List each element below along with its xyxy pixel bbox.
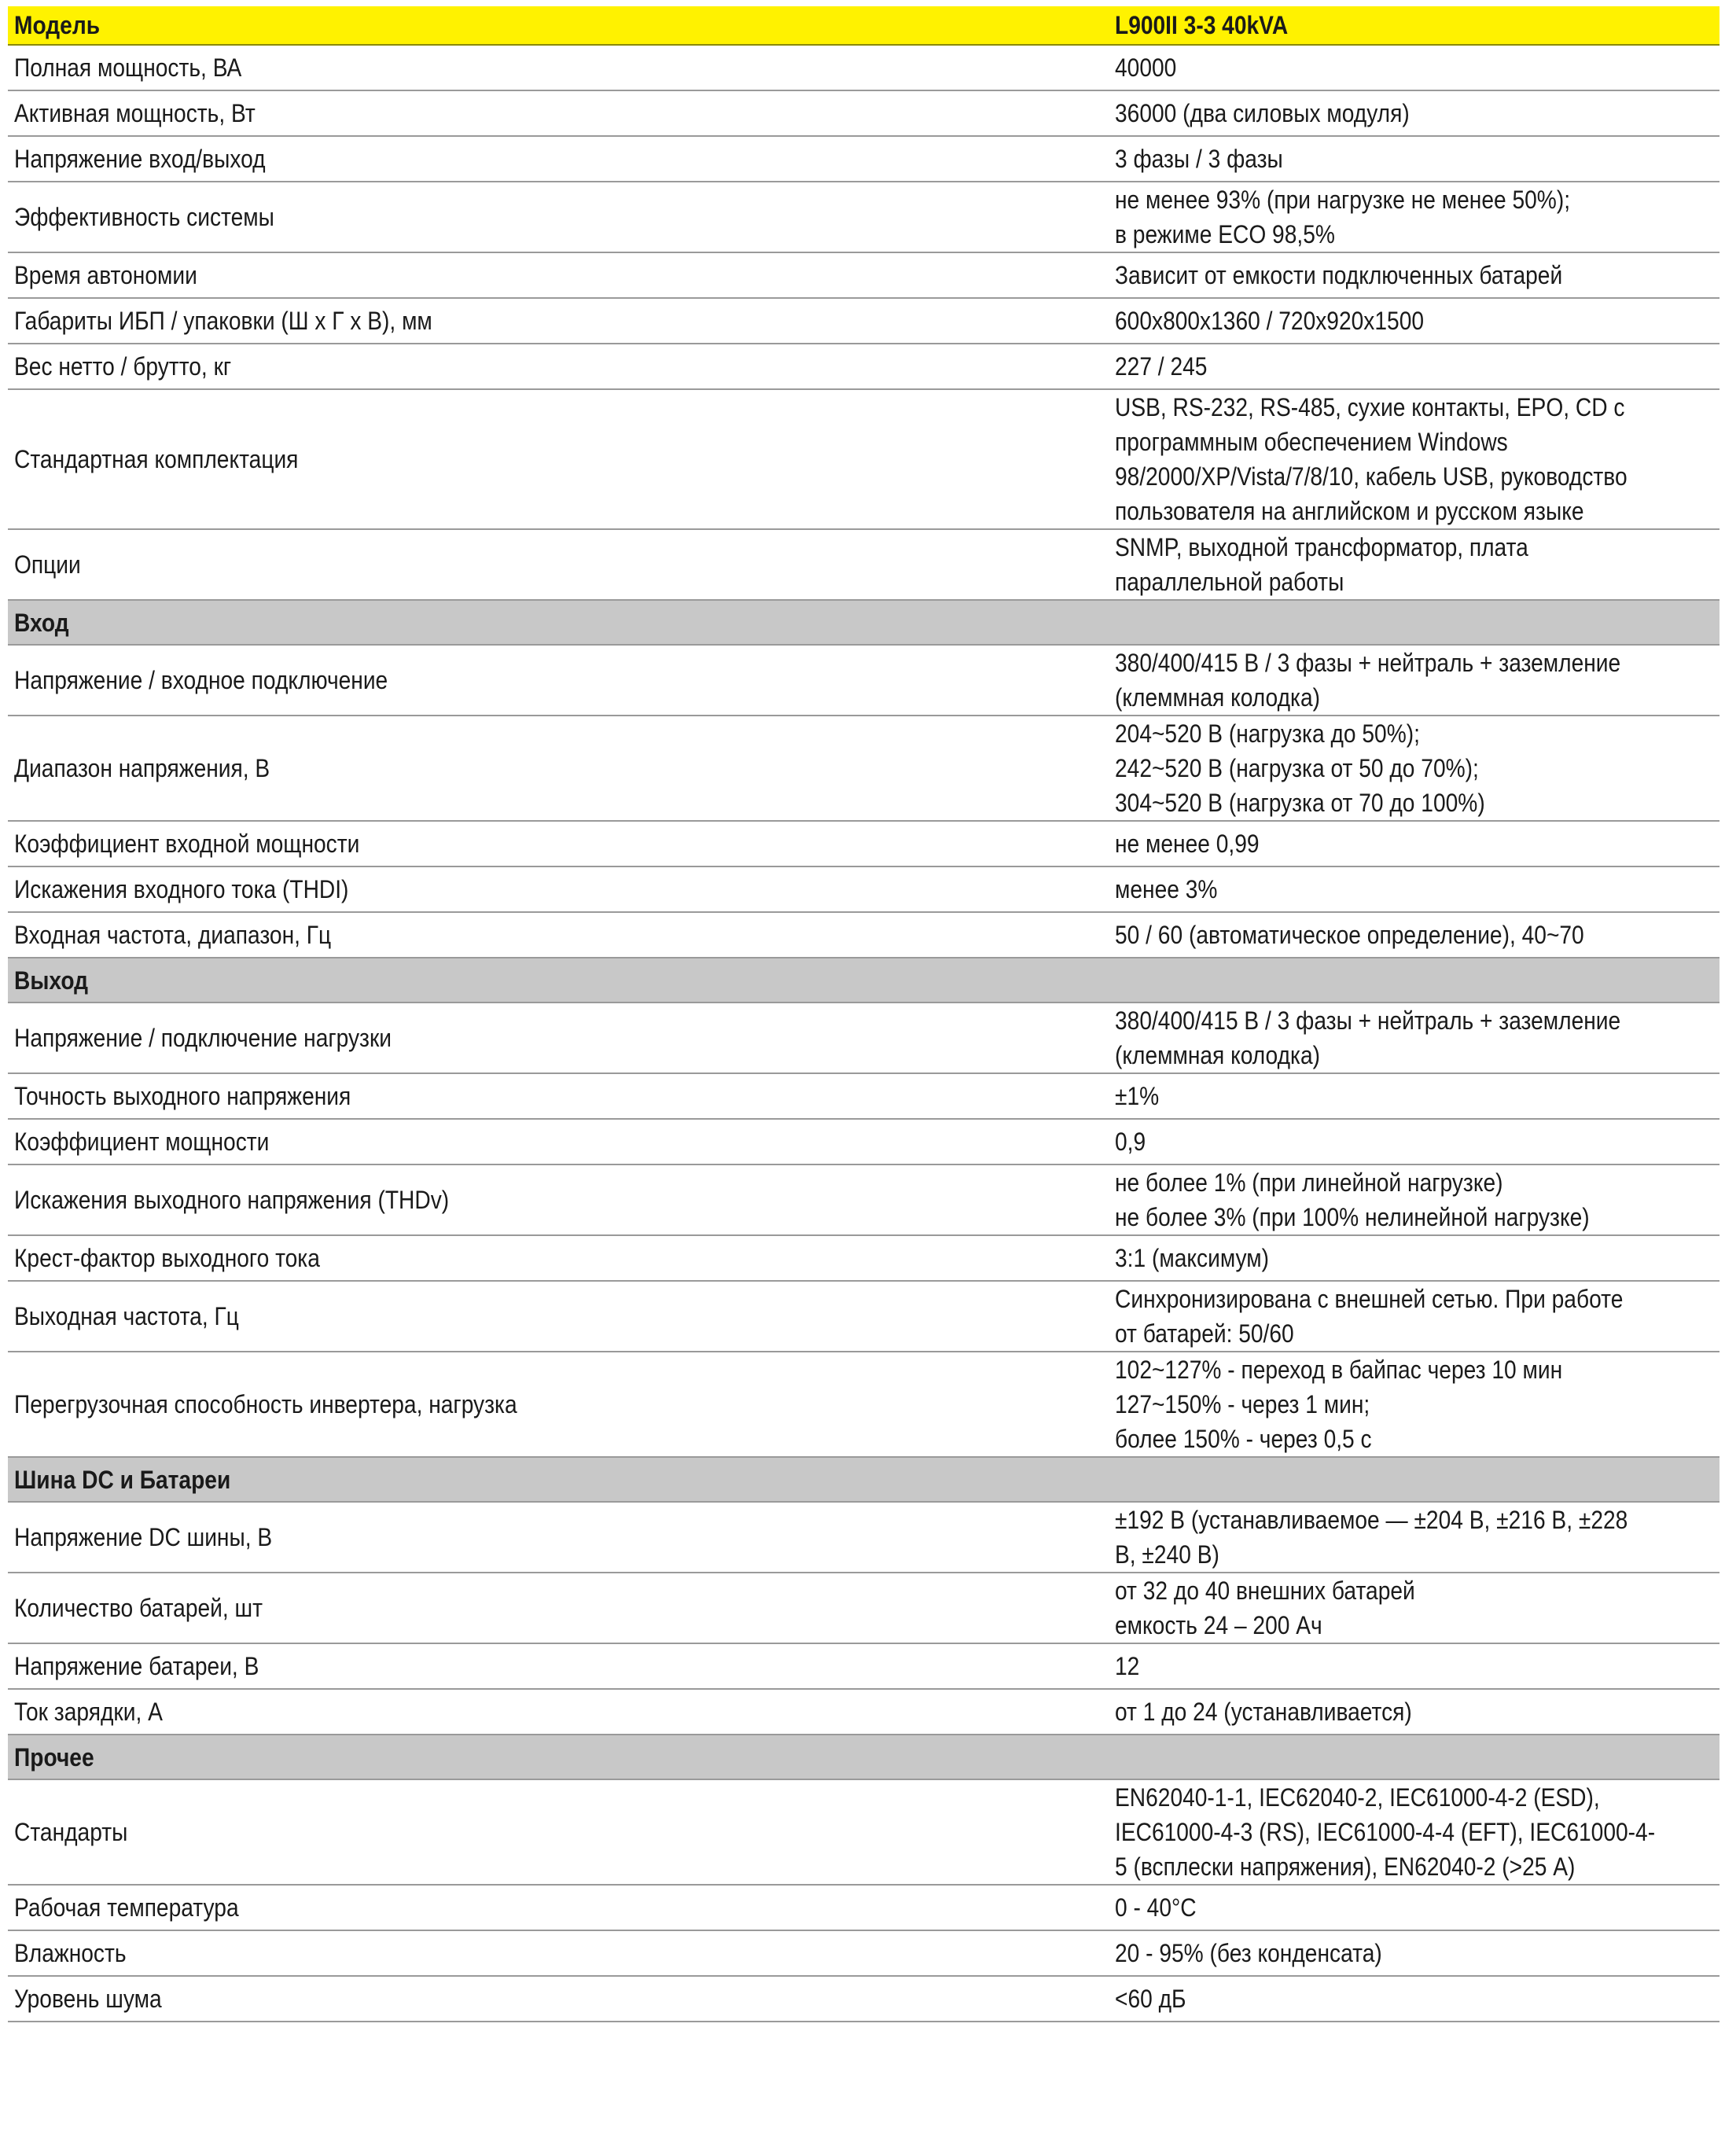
spec-label-cell [8, 645, 1107, 716]
header-label: Модель [14, 11, 101, 39]
spec-value: <60 дБ [1115, 1985, 1186, 2013]
spec-value-cell [1107, 1502, 1719, 1573]
spec-value: 0,9 [1115, 1128, 1146, 1156]
spec-label-cell [8, 182, 1107, 252]
spec-label-cell [8, 344, 1107, 389]
spec-value-cell [1107, 1119, 1719, 1164]
section-label-cell [8, 600, 1107, 645]
section-empty-cell [1107, 1457, 1719, 1502]
spec-value-cell [1107, 912, 1719, 958]
spec-label: Количество батарей, шт [14, 1594, 263, 1622]
table-row [8, 1281, 1719, 1352]
spec-label: Напряжение / входное подключение [14, 666, 388, 694]
table-row [8, 1119, 1719, 1164]
spec-label-cell [8, 1073, 1107, 1119]
spec-label: Точность выходного напряжения [14, 1082, 351, 1110]
table-row [8, 1352, 1719, 1457]
spec-value-cell [1107, 1976, 1719, 2022]
spec-value: от 1 до 24 (устанавливается) [1115, 1698, 1412, 1726]
spec-label: Время автономии [14, 261, 197, 289]
spec-value-cell [1107, 1281, 1719, 1352]
spec-label-cell [8, 136, 1107, 182]
spec-label: Диапазон напряжения, В [14, 754, 270, 782]
section-header-row [8, 1457, 1719, 1502]
spec-label-cell [8, 389, 1107, 529]
spec-label-cell [8, 1281, 1107, 1352]
spec-label: Рабочая температура [14, 1893, 239, 1922]
spec-label-cell [8, 1930, 1107, 1976]
spec-label-cell [8, 298, 1107, 344]
spec-value: Зависит от емкости подключенных батарей [1115, 261, 1563, 289]
table-row [8, 716, 1719, 821]
spec-label-cell [8, 1352, 1107, 1457]
spec-label: Искажения входного тока (THDI) [14, 875, 349, 903]
spec-label-cell [8, 45, 1107, 90]
spec-value: не менее 93% (при нагрузке не менее 50%); в режиме ECO 98,5% [1115, 186, 1571, 248]
spec-label: Габариты ИБП / упаковки (Ш х Г х В), мм [14, 307, 432, 335]
table-header-row [8, 6, 1719, 45]
section-header-row [8, 1735, 1719, 1779]
section-header-row [8, 958, 1719, 1003]
table-row [8, 866, 1719, 912]
table-row [8, 912, 1719, 958]
table-row [8, 1164, 1719, 1235]
spec-label: Коэффициент мощности [14, 1128, 270, 1156]
spec-value-cell [1107, 344, 1719, 389]
section-label-cell [8, 1735, 1107, 1779]
spec-value-cell [1107, 1352, 1719, 1457]
spec-value: ±192 В (устанавливаемое — ±204 В, ±216 В, ±228 В, ±240 В) [1115, 1506, 1628, 1569]
table-row [8, 298, 1719, 344]
spec-label: Искажения выходного напряжения (THDv) [14, 1186, 450, 1214]
spec-label-cell [8, 1502, 1107, 1573]
spec-value-cell [1107, 1164, 1719, 1235]
spec-value: 20 - 95% (без конденсата) [1115, 1939, 1382, 1967]
spec-label-cell [8, 1643, 1107, 1689]
spec-label: Коэффициент входной мощности [14, 830, 360, 858]
spec-value-cell [1107, 1643, 1719, 1689]
section-header-row [8, 600, 1719, 645]
spec-value: 0 - 40°C [1115, 1893, 1197, 1922]
spec-label: Входная частота, диапазон, Гц [14, 921, 332, 949]
table-row [8, 1003, 1719, 1073]
spec-value-cell [1107, 1073, 1719, 1119]
table-row [8, 1573, 1719, 1643]
table-row [8, 1643, 1719, 1689]
spec-label-cell [8, 821, 1107, 866]
spec-value: 204~520 В (нагрузка до 50%); 242~520 В (нагрузка от 50 до 70%); 304~520 В (нагрузка от 70 до 100%) [1115, 719, 1485, 817]
spec-value: EN62040-1-1, IEC62040-2, IEC61000-4-2 (ESD), IEC61000-4-3 (RS), IEC61000-4-4 (EFT), IEC61000-4- 5 (всплески напряжения), EN62040-2 (>25 А) [1115, 1783, 1656, 1881]
spec-label-cell [8, 1003, 1107, 1073]
spec-value: 50 / 60 (автоматическое определение), 40~70 [1115, 921, 1584, 949]
spec-value-cell [1107, 389, 1719, 529]
spec-value: 380/400/415 В / 3 фазы + нейтраль + заземление (клеммная колодка) [1115, 1006, 1621, 1069]
table-row [8, 1235, 1719, 1281]
spec-label-cell [8, 1976, 1107, 2022]
table-row [8, 182, 1719, 252]
spec-value-cell [1107, 821, 1719, 866]
table-row [8, 389, 1719, 529]
spec-value: 36000 (два силовых модуля) [1115, 99, 1410, 127]
section-empty-cell [1107, 958, 1719, 1003]
header-value: L900II 3-3 40kVA [1115, 11, 1289, 39]
spec-value-cell [1107, 1885, 1719, 1930]
spec-label: Выходная частота, Гц [14, 1302, 239, 1330]
spec-value: USB, RS-232, RS-485, сухие контакты, EPO, CD с программным обеспечением Windows 98/2000/XP/Vista/7/8/10, кабель USB, руководство пользователя на английском и русском языке [1115, 393, 1628, 525]
table-row [8, 1502, 1719, 1573]
spec-value-cell [1107, 1779, 1719, 1885]
spec-value: 3 фазы / 3 фазы [1115, 145, 1283, 173]
spec-label: Уровень шума [14, 1985, 162, 2013]
table-row [8, 45, 1719, 90]
spec-value: 3:1 (максимум) [1115, 1244, 1269, 1272]
spec-value: ±1% [1115, 1082, 1160, 1110]
spec-value-cell [1107, 298, 1719, 344]
spec-label: Вес нетто / брутто, кг [14, 352, 232, 381]
spec-label: Эффективность системы [14, 203, 274, 231]
spec-label-cell [8, 1779, 1107, 1885]
spec-label: Влажность [14, 1939, 127, 1967]
spec-value: 227 / 245 [1115, 352, 1208, 381]
spec-label: Стандартная комплектация [14, 445, 299, 473]
spec-label-cell [8, 912, 1107, 958]
spec-label-cell [8, 252, 1107, 298]
section-label-cell [8, 1457, 1107, 1502]
spec-value-cell [1107, 1573, 1719, 1643]
spec-value: SNMP, выходной трансформатор, плата параллельной работы [1115, 533, 1528, 596]
spec-label-cell [8, 866, 1107, 912]
spec-value-cell [1107, 182, 1719, 252]
spec-value: 600x800x1360 / 720x920x1500 [1115, 307, 1425, 335]
spec-label: Полная мощность, ВА [14, 53, 242, 82]
table-row [8, 1930, 1719, 1976]
section-label: Выход [14, 966, 89, 995]
table-row [8, 529, 1719, 600]
spec-label-cell [8, 716, 1107, 821]
spec-label: Ток зарядки, А [14, 1698, 163, 1726]
spec-value: не менее 0,99 [1115, 830, 1260, 858]
spec-value-cell [1107, 529, 1719, 600]
table-row [8, 1779, 1719, 1885]
spec-label-cell [8, 90, 1107, 136]
spec-table-body [8, 6, 1719, 2022]
spec-value-cell [1107, 45, 1719, 90]
table-row [8, 1689, 1719, 1735]
spec-value-cell [1107, 136, 1719, 182]
spec-value-cell [1107, 716, 1719, 821]
table-row [8, 344, 1719, 389]
spec-label-cell [8, 1573, 1107, 1643]
spec-label-cell [8, 1235, 1107, 1281]
table-row [8, 136, 1719, 182]
table-row [8, 90, 1719, 136]
section-label: Шина DC и Батареи [14, 1465, 231, 1494]
header-value-cell [1107, 6, 1719, 45]
spec-label: Напряжение DC шины, В [14, 1523, 273, 1551]
spec-value-cell [1107, 1930, 1719, 1976]
spec-label: Стандарты [14, 1818, 128, 1846]
spec-table [8, 6, 1719, 2022]
spec-value: 40000 [1115, 53, 1177, 82]
spec-label-cell [8, 1885, 1107, 1930]
section-empty-cell [1107, 1735, 1719, 1779]
spec-label: Напряжение вход/выход [14, 145, 266, 173]
spec-label: Напряжение / подключение нагрузки [14, 1024, 392, 1052]
table-row [8, 645, 1719, 716]
section-label: Прочее [14, 1742, 94, 1772]
spec-value: не более 1% (при линейной нагрузке) не более 3% (при 100% нелинейной нагрузке) [1115, 1168, 1590, 1231]
spec-label-cell [8, 1119, 1107, 1164]
spec-value: Синхронизирована с внешней сетью. При работе от батарей: 50/60 [1115, 1285, 1624, 1348]
spec-value-cell [1107, 1689, 1719, 1735]
section-label: Вход [14, 608, 69, 637]
table-row [8, 1976, 1719, 2022]
table-row [8, 1073, 1719, 1119]
spec-label: Перегрузочная способность инвертера, нагрузка [14, 1390, 517, 1418]
spec-value: 102~127% - переход в байпас через 10 мин 127~150% - через 1 мин; более 150% - через 0,5 с [1115, 1356, 1563, 1453]
spec-value-cell [1107, 1235, 1719, 1281]
section-label-cell [8, 958, 1107, 1003]
spec-label-cell [8, 1689, 1107, 1735]
spec-label: Напряжение батареи, В [14, 1652, 259, 1680]
table-row [8, 252, 1719, 298]
table-row [8, 1885, 1719, 1930]
spec-value-cell [1107, 645, 1719, 716]
spec-value-cell [1107, 90, 1719, 136]
spec-value-cell [1107, 1003, 1719, 1073]
spec-label: Активная мощность, Вт [14, 99, 256, 127]
spec-value: менее 3% [1115, 875, 1218, 903]
spec-label: Опции [14, 550, 81, 579]
spec-value: от 32 до 40 внешних батарей емкость 24 – 200 Ач [1115, 1577, 1415, 1639]
spec-label-cell [8, 1164, 1107, 1235]
section-empty-cell [1107, 600, 1719, 645]
spec-value: 380/400/415 В / 3 фазы + нейтраль + заземление (клеммная колодка) [1115, 649, 1621, 712]
spec-label-cell [8, 529, 1107, 600]
spec-label: Крест-фактор выходного тока [14, 1244, 320, 1272]
spec-value-cell [1107, 252, 1719, 298]
spec-value: 12 [1115, 1652, 1140, 1680]
table-row [8, 821, 1719, 866]
header-label-cell [8, 6, 1107, 45]
spec-value-cell [1107, 866, 1719, 912]
